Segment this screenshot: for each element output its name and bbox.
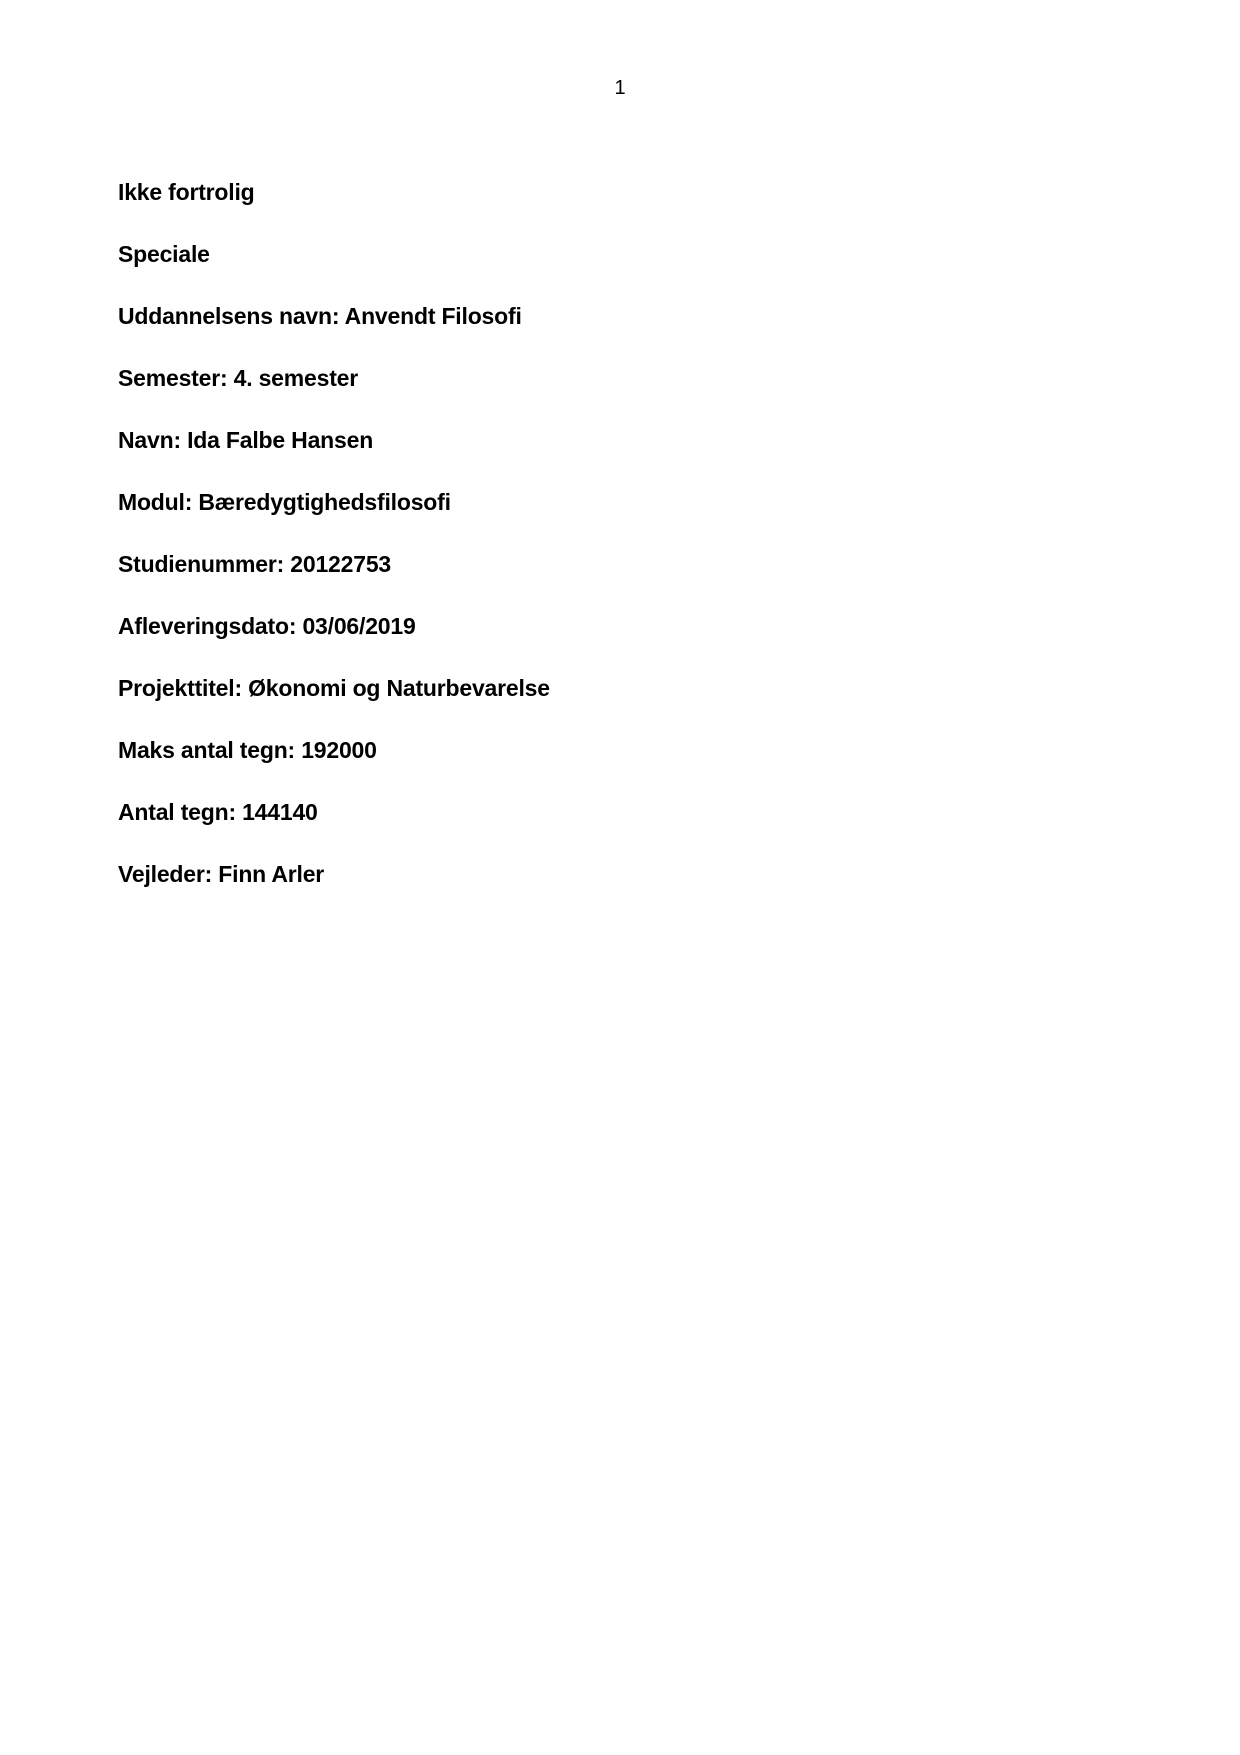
front-matter	[118, 178, 1118, 922]
author-name-line: Navn: Ida Falbe Hansen	[118, 427, 374, 453]
education-name-line: Uddannelsens navn: Anvendt Filosofi	[118, 303, 522, 329]
student-number-line: Studienummer: 20122753	[118, 551, 392, 577]
page-number: 1	[614, 77, 626, 99]
document-type-line: Speciale	[118, 241, 210, 267]
character-count-line: Antal tegn: 144140	[118, 799, 318, 825]
project-title-line: Projekttitel: Økonomi og Naturbevarelse	[118, 675, 550, 701]
submission-date-line: Afleveringsdato: 03/06/2019	[118, 613, 416, 639]
confidentiality-line: Ikke fortrolig	[118, 179, 255, 205]
max-characters-line: Maks antal tegn: 192000	[118, 737, 377, 763]
module-line: Modul: Bæredygtighedsfilosofi	[118, 489, 451, 515]
supervisor-line: Vejleder: Finn Arler	[118, 861, 325, 887]
semester-line: Semester: 4. semester	[118, 365, 359, 391]
